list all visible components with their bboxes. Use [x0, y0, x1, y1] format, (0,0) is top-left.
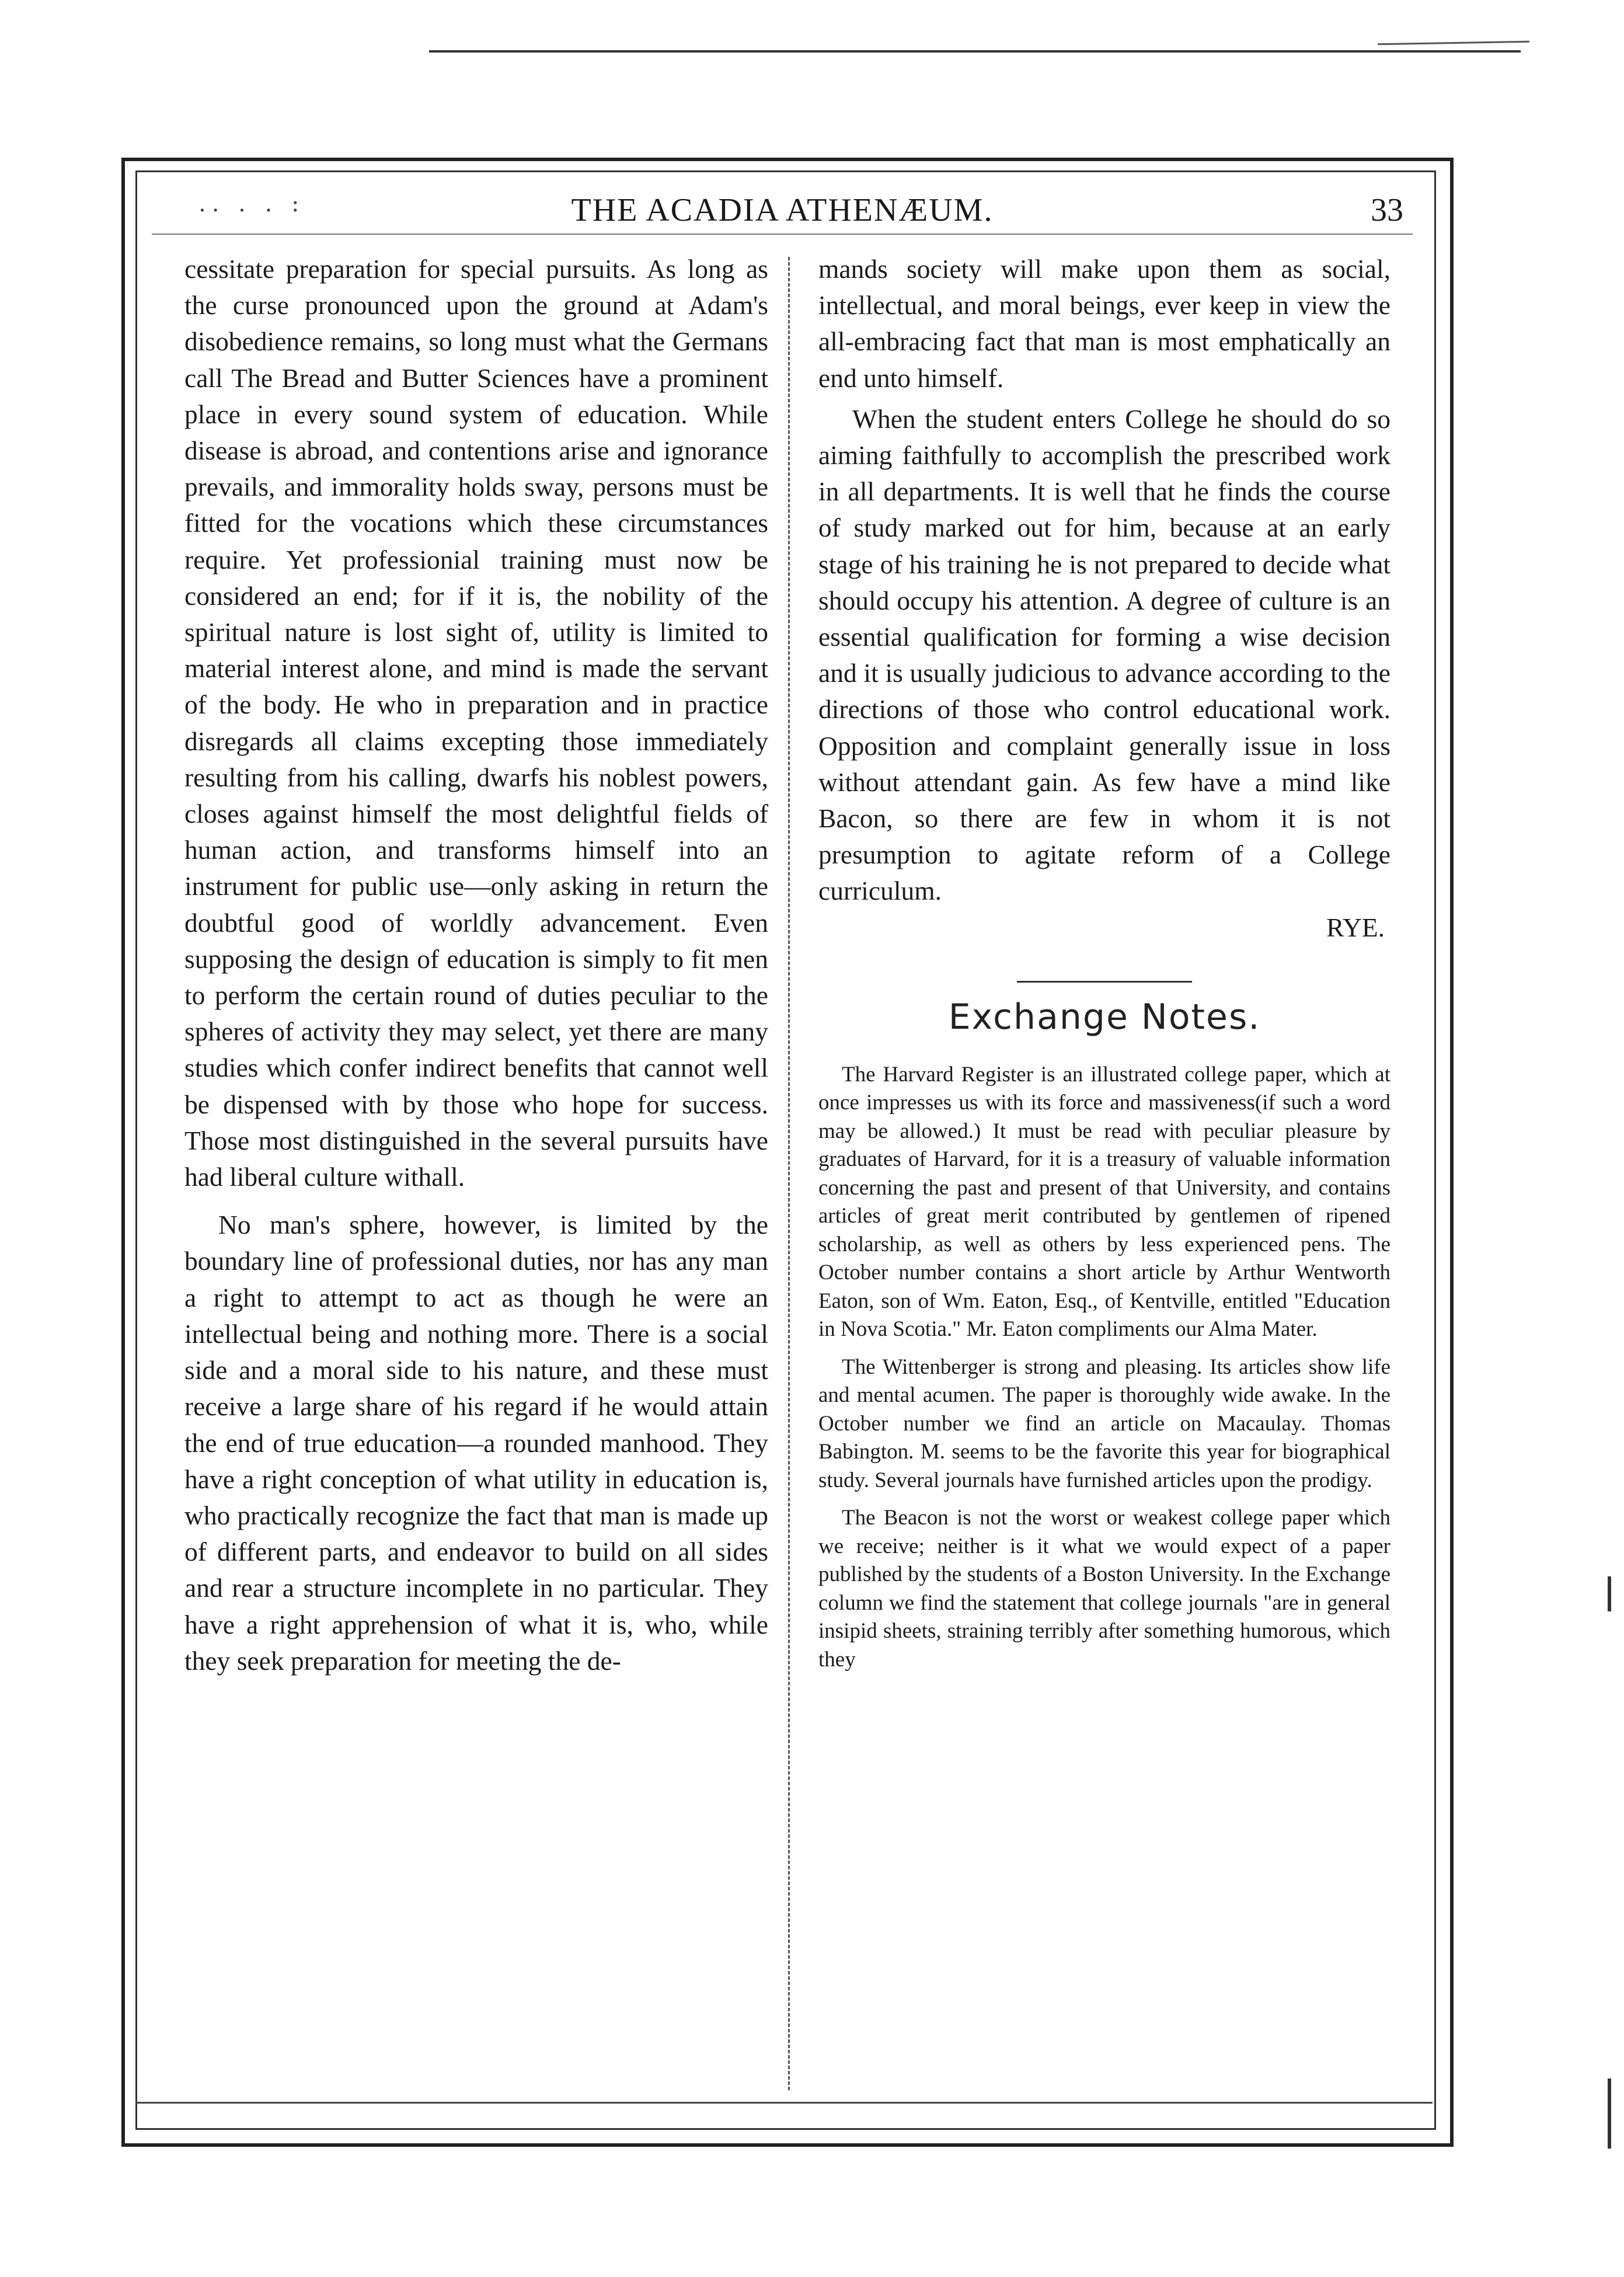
- column-divider: [788, 257, 790, 2090]
- section-title: Exchange Notes.: [948, 996, 1261, 1037]
- exchange-paragraph: The Beacon is not the worst or weakest college paper which we receive; neither is it what we would expect of a paper published by the students of a Boston University. In the Exchange column we find the statement that college journals "are in general insipid sheets, straining terribly after something humorous, which they: [818, 1506, 1390, 1672]
- article-paragraph: mands society will make upon them as social, intellectual, and moral beings, ever keep in view the all-embracing fact that man is most emphatically an end unto himself.: [818, 254, 1390, 393]
- article-continuation: [818, 251, 1390, 946]
- journal-title: THE ACADIA ATHENÆUM.: [571, 192, 994, 228]
- scan-rule-top: [429, 50, 1521, 53]
- exchange-notes: [818, 1061, 1390, 1674]
- exchange-paragraph: The Harvard Register is an illustrated college paper, which at once impresses us with its force and massiveness(if such a word may be allowed.) It must be read with peculiar pleasure by graduates of Harvard, for it is a treasury of valuable information concerning the past and present of that University, and contains articles of great merit contributed by gentlemen of ripened scholarship, as well as others by less experienced pens. The October number contains a short article by Arthur Wentworth Eaton, son of Wm. Eaton, Esq., of Kentville, entitled "Education in Nova Scotia." Mr. Eaton compliments our Alma Mater.: [818, 1062, 1390, 1342]
- article-paragraph: cessitate preparation for special pursuits. As long as the curse pronounced upon the ground at Adam's disobedience remains, so long must what the Germans call The Bread and Butter Sciences have a prominent place in every sound system of education. While disease is abroad, and contentions arise and ignorance prevails, and immorality holds sway, persons must be fitted for the vocations which these circumstances require. Yet professionial training must now be considered an end; for if it is, the nobility of the spiritual nature is lost sight of, utility is limited to material interest alone, and mind is made the servant of the body. He who in preparation and in practice disregards all claims excepting those immediately resulting from his calling, dwarfs his noblest powers, closes against himself the most delightful fields of human action, and transforms himself into an instrument for public use—only asking in return the doubtful good of worldly advancement. Even supposing the design of education is simply to fit men to perform the certain round of duties peculiar to the spheres of activity they may select, yet there are many studies which confer indirect benefits that cannot well be dispensed with by those who hope for success. Those most distinguished in the several pursuits have had liberal culture withall.: [184, 254, 768, 1192]
- scan-edge-mark: [1608, 1576, 1611, 1611]
- article-paragraph: No man's sphere, however, is limited by the boundary line of professional duties, nor has any man a right to attempt to act as though he were an intellectual being and nothing more. There is a social side and a moral side to his nature, and these must receive a large share of his regard if he would attain the end of true education—a rounded manhood. They have a right conception of what utility in education is, who practically recognize the fact that man is made up of different parts, and endeavor to build on all sides and rear a structure incomplete in no particular. They have a right apprehension of what it is, who, while they seek preparation for meeting the de-: [184, 1210, 768, 1676]
- exchange-paragraph: The Wittenberger is strong and pleasing. Its articles show life and mental acumen. The paper is thoroughly wide awake. In the October number we find an article on Macaulay. Thomas Babington. M. seems to be the favorite this year for biographical study. Several journals have furnished articles upon the prodigy.: [818, 1355, 1390, 1492]
- header-rule: [152, 234, 1413, 235]
- scan-edge-mark: [1608, 2078, 1611, 2149]
- section-divider: [1017, 981, 1192, 983]
- scan-mark-top-right: [1378, 41, 1529, 46]
- author-signature: RYE.: [1326, 912, 1385, 942]
- left-column: [184, 251, 768, 1679]
- right-column: [818, 251, 1390, 1674]
- page-number: 33: [1371, 192, 1403, 228]
- page-bottom-rule: [135, 2102, 1433, 2104]
- header-ornament: .. . . :: [198, 190, 305, 217]
- page-header: [152, 187, 1413, 234]
- article-paragraph: When the student enters College he should do so aiming faithfully to accomplish the prescribed work in all departments. It is well that he finds the course of study marked out for him, because at an early stage of his training he is not prepared to decide what should occupy his attention. A degree of culture is an essential qualification for forming a wise decision and it is usually judicious to advance according to the directions of those who control educational work. Opposition and complaint generally issue in loss without attendant gain. As few have a mind like Bacon, so there are few in whom it is not presumption to agitate reform of a College curriculum.: [818, 403, 1390, 906]
